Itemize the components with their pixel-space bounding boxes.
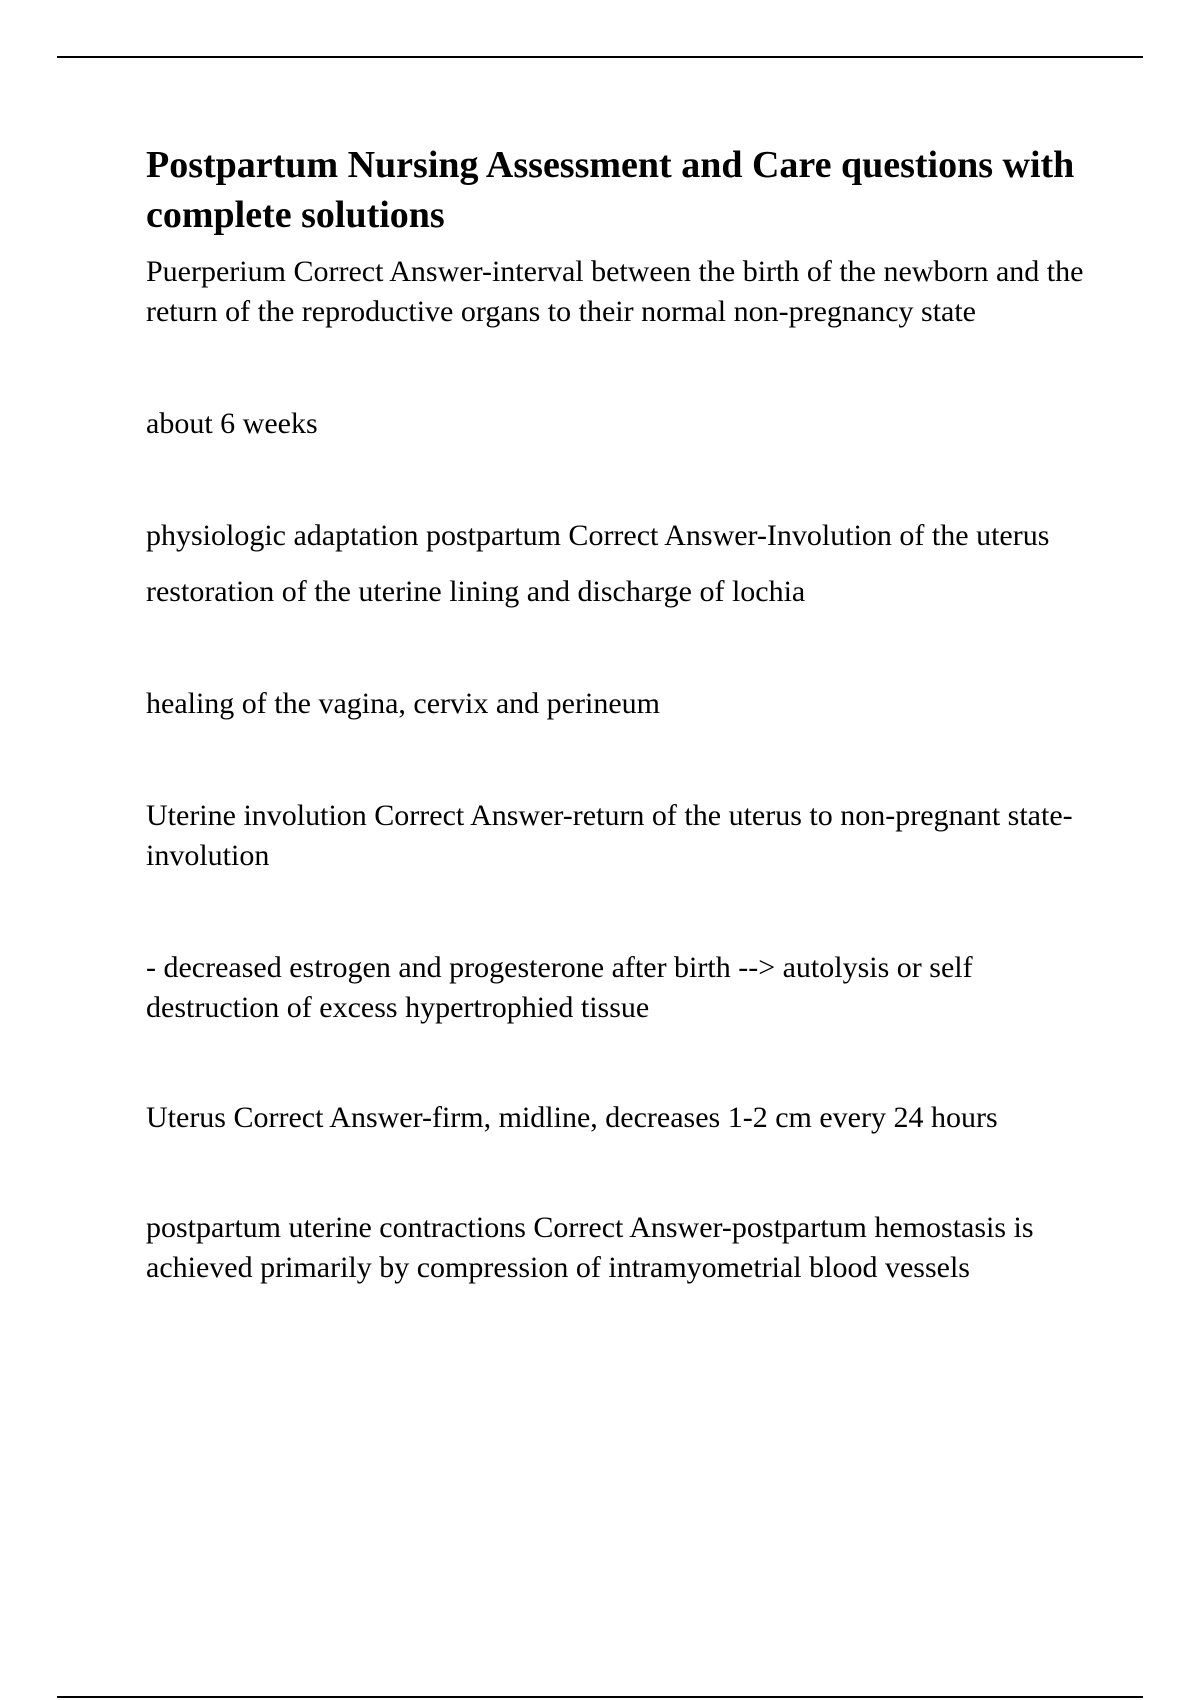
paragraph-puerperium: Puerperium Correct Answer-interval between the birth of the newborn and the return of the reproductive organs to their normal non-pregnancy state	[146, 255, 1084, 328]
paragraph-decreased-estrogen: - decreased estrogen and progesterone after birth --> autolysis or self destruction of excess hypertrophied tissue	[146, 951, 973, 1024]
paragraph-physiologic-adaptation: physiologic adaptation postpartum Correct Answer-Involution of the uterus	[146, 519, 1050, 552]
bottom-divider	[57, 1696, 1143, 1698]
paragraph-healing: healing of the vagina, cervix and perineum	[146, 687, 660, 720]
top-divider	[57, 56, 1143, 58]
document-title: Postpartum Nursing Assessment and Care questions with complete solutions	[146, 144, 1075, 236]
paragraph-uterus: Uterus Correct Answer-firm, midline, decreases 1-2 cm every 24 hours	[146, 1101, 998, 1134]
document-body	[146, 140, 1086, 1288]
paragraph-about-6-weeks: about 6 weeks	[146, 407, 318, 440]
paragraph-uterine-contractions: postpartum uterine contractions Correct Answer-postpartum hemostasis is achieved primarily by compression of intramyometrial blood vessels	[146, 1211, 1034, 1284]
paragraph-uterine-involution: Uterine involution Correct Answer-return of the uterus to non-pregnant state- involution	[146, 799, 1073, 872]
paragraph-uterine-lining: restoration of the uterine lining and discharge of lochia	[146, 575, 806, 608]
